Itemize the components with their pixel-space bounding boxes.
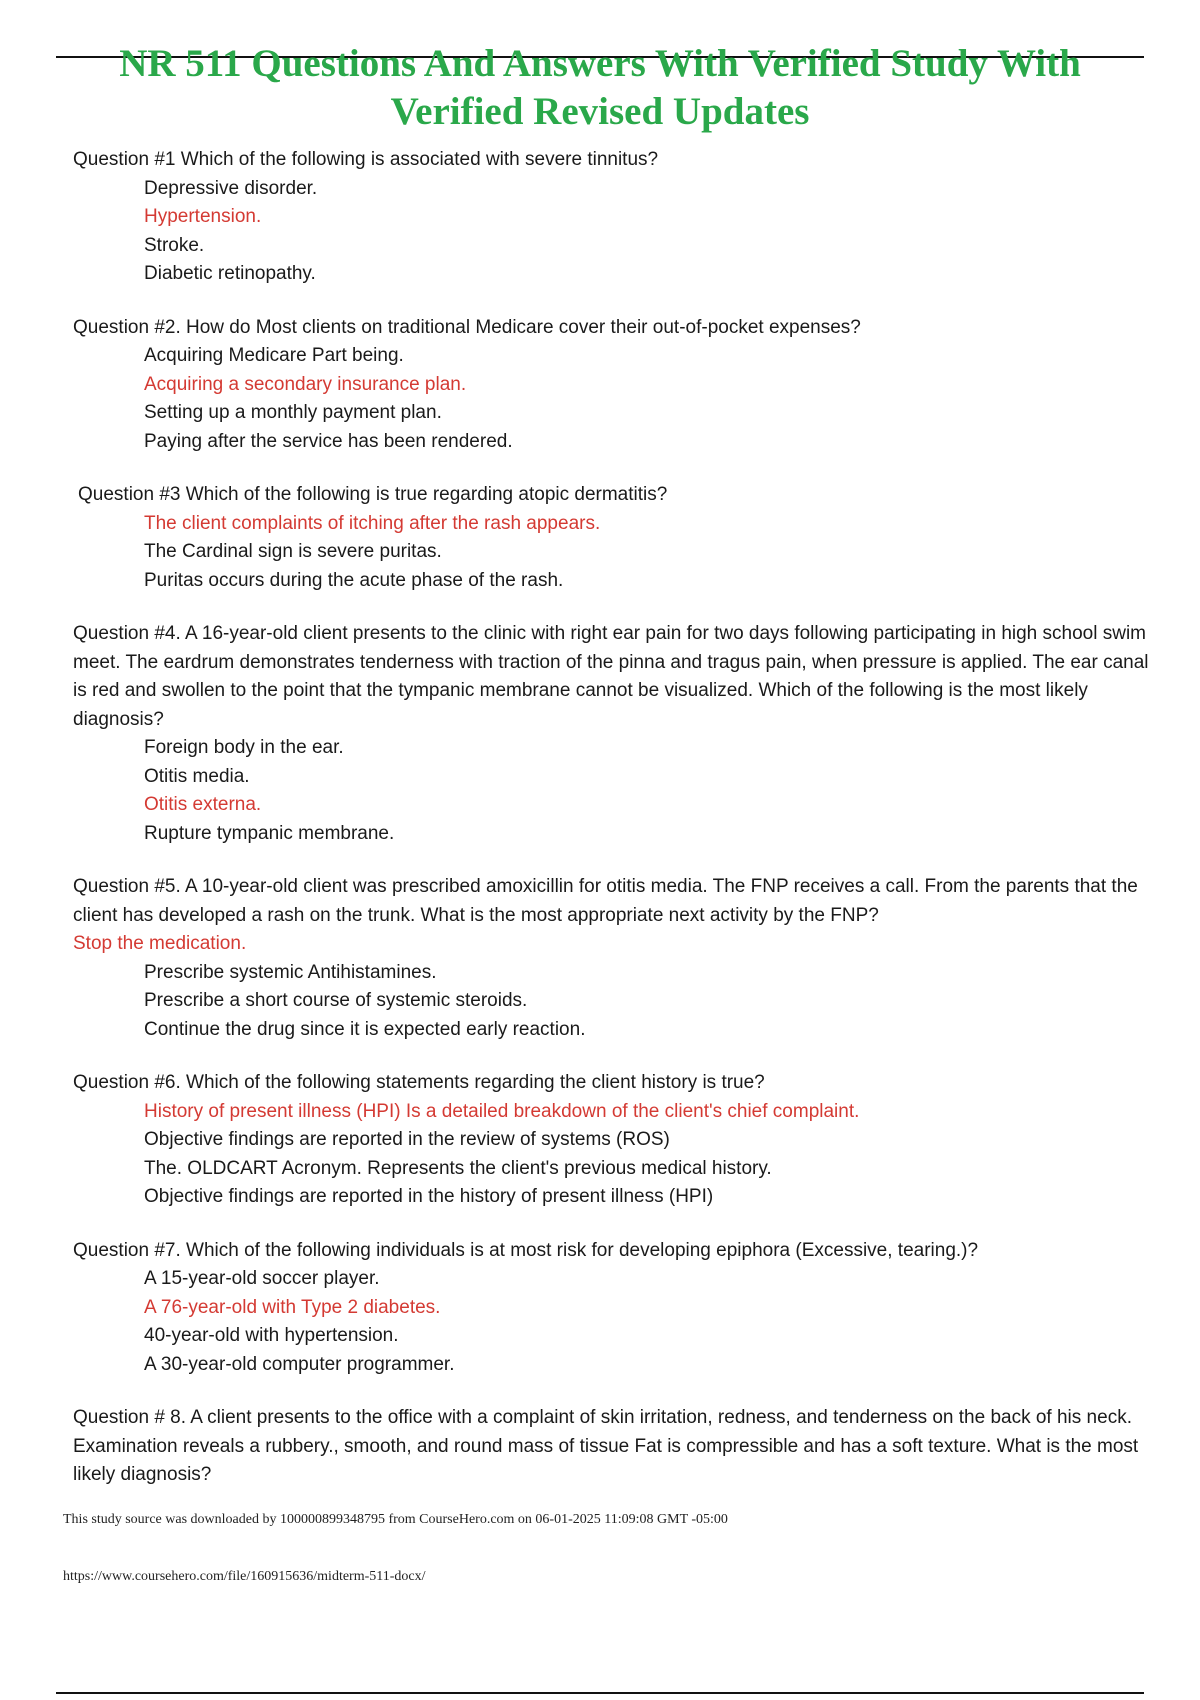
answer-option: A 30-year-old computer programmer. [144,1353,455,1375]
answer-option: Diabetic retinopathy. [144,263,316,284]
correct-answer-option: Acquiring a secondary insurance plan. [144,373,467,395]
question-5 [73,873,1165,1044]
question-text: Question # 8. A client presents to the office with a complaint of skin irritation, redness, and tenderness on the back of his neck. Examination reveals a rubbery., smooth, and round mass of tissue Fat is compressible and has a soft texture. What is the most likely diagnosis? [73,1407,1139,1485]
answer-option: Prescribe systemic Antihistamines. [144,961,437,983]
correct-answer-option: The client complaints of itching after the rash appears. [144,512,601,534]
answer-option: Objective findings are reported in the review of systems (ROS) [144,1129,670,1150]
answer-option: The Cardinal sign is severe puritas. [144,541,442,562]
answer-option: Objective findings are reported in the history of present illness (HPI) [144,1186,714,1207]
question-text: Question #2. How do Most clients on traditional Medicare cover their out-of-pocket expenses? [73,316,861,338]
question-1 [73,146,1165,289]
answer-option: 40-year-old with hypertension. [144,1325,399,1346]
answer-option: Setting up a monthly payment plan. [144,402,442,423]
answer-options [73,510,1165,596]
answer-option: Paying after the service has been rendered. [144,430,513,452]
answer-options [73,959,1165,1045]
answer-option: Depressive disorder. [144,177,318,199]
answer-options [73,175,1165,289]
question-text: Question #6. Which of the following statements regarding the client history is true? [73,1072,765,1093]
answer-option: The. OLDCART Acronym. Represents the client's previous medical history. [144,1157,772,1179]
answer-option: A 15-year-old soccer player. [144,1268,380,1289]
question-4 [73,620,1165,848]
download-source-note: This study source was downloaded by 100000899348795 from CourseHero.com on 06-01-2025 11:09:08 GMT -05:00 [63,1512,728,1527]
question-text: Question #4. A 16-year-old client presents to the clinic with right ear pain for two days following participating in high school swim meet. The eardrum demonstrates tenderness with traction of the pinna and tragus pain, when pressure is applied. The ear canal is red and swollen to the point that the tympanic membrane cannot be visualized. Which of the following is the most likely diagnosis? [73,623,1149,730]
question-text: Question #1 Which of the following is associated with severe tinnitus? [73,149,659,170]
question-text: Question #5. A 10-year-old client was prescribed amoxicillin for otitis media. The FNP receives a call. From the parents that the client has developed a rash on the trunk. What is the most appropriate next activity by the FNP? [73,876,1138,926]
footer-rule [56,1692,1144,1694]
correct-answer-option: A 76-year-old with Type 2 diabetes. [144,1296,441,1318]
question-8 [73,1404,1165,1490]
answer-option: Acquiring Medicare Part being. [144,345,404,366]
answer-option: Foreign body in the ear. [144,737,344,758]
answer-options [73,342,1165,456]
answer-options [73,1098,1165,1212]
question-3 [73,481,1165,595]
answer-option: Rupture tympanic membrane. [144,822,395,844]
correct-answer-option: Otitis externa. [144,794,262,815]
answer-option: Puritas occurs during the acute phase of the rash. [144,569,564,591]
question-6 [73,1069,1165,1212]
answer-option: Otitis media. [144,765,250,787]
question-2 [73,314,1165,457]
answer-option: Prescribe a short course of systemic steroids. [144,990,528,1011]
source-url: https://www.coursehero.com/file/160915636/midterm-511-docx/ [63,1569,426,1584]
correct-answer-option: History of present illness (HPI) Is a detailed breakdown of the client's chief complaint. [144,1100,860,1122]
question-7 [73,1237,1165,1380]
answer-option: Continue the drug since it is expected early reaction. [144,1018,586,1040]
answer-options [73,1265,1165,1379]
questions-content [73,146,1165,1490]
question-text: Question #3 Which of the following is true regarding atopic dermatitis? [78,484,668,505]
answer-options [73,734,1165,848]
correct-answer-inline: Stop the medication. [73,933,247,954]
question-text: Question #7. Which of the following individuals is at most risk for developing epiphora (Excessive, tearing.)? [73,1239,979,1261]
correct-answer-option: Hypertension. [144,206,262,227]
answer-option: Stroke. [144,234,205,256]
document-title: NR 511 Questions And Answers With Verified Study With Verified Revised Updates [119,42,1081,133]
